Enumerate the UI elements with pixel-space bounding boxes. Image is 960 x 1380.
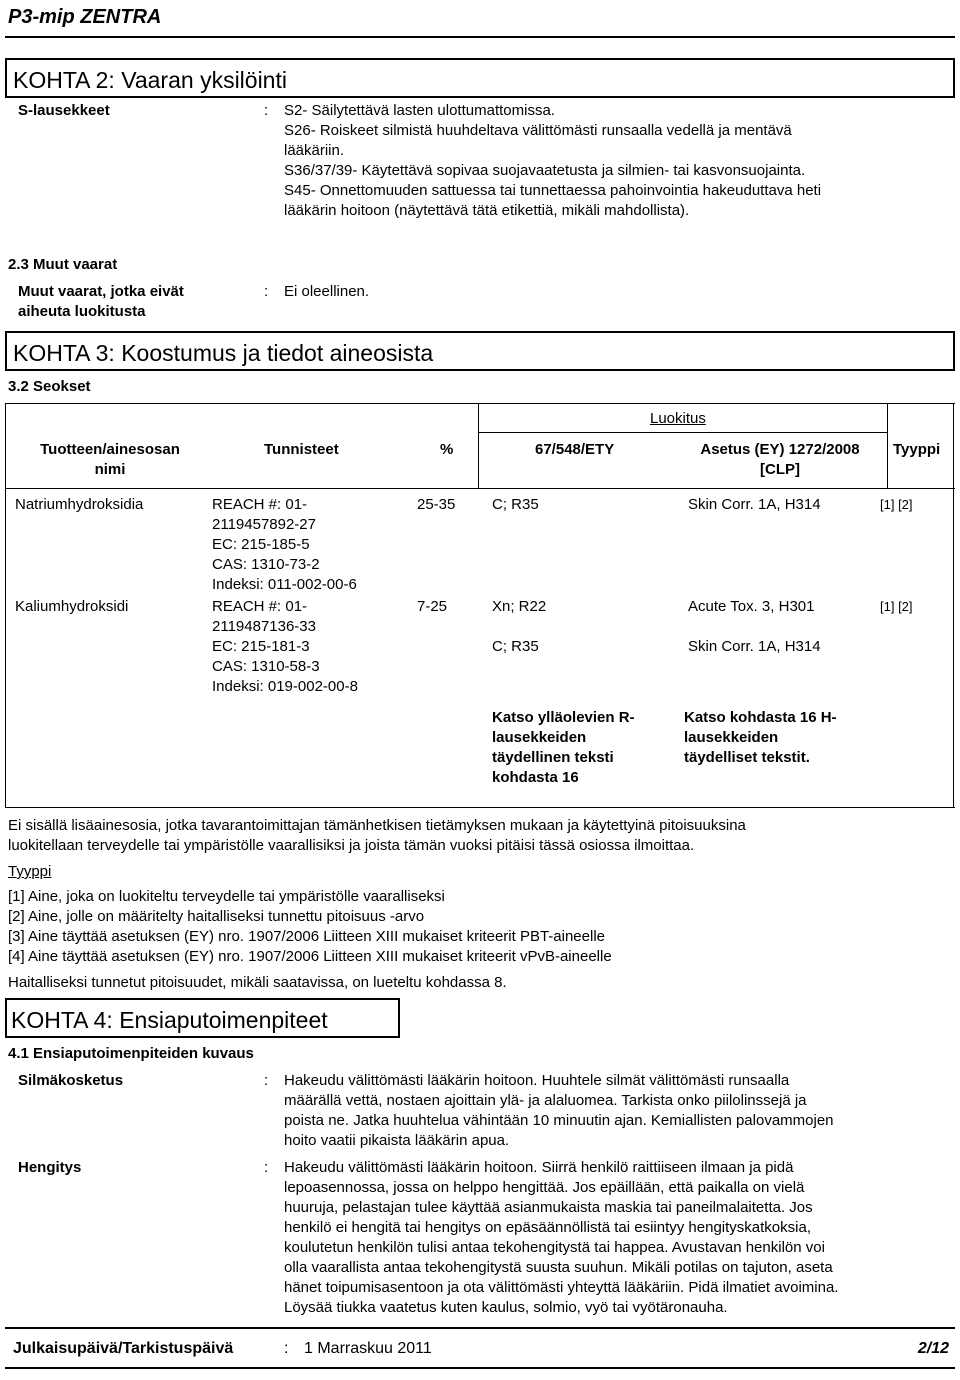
r-phrases-note [492, 708, 635, 788]
type-legend-list [8, 887, 612, 967]
inhalation-line: lepoasennossa, jossa on helppo hengittää. Jos epäillään, että paikalla on vielä [284, 1179, 805, 1196]
identifier-line: CAS: 1310-58-3 [212, 658, 320, 675]
row2-clp-class: Acute Tox. 3, H301 [688, 598, 815, 615]
row1-name: Natriumhydroksidia [15, 496, 144, 513]
col-header-name-line: nimi [94, 461, 126, 478]
first-aid-subheading: 4.1 Ensiaputoimenpiteiden kuvaus [8, 1045, 254, 1062]
footer-date-value: 1 Marraskuu 2011 [304, 1340, 432, 1357]
h-phrases-note [684, 708, 837, 768]
additional-ingredients-note [8, 816, 746, 856]
row1-dsd-class: C; R35 [492, 496, 539, 513]
table-header-border [5, 488, 955, 489]
page-footer [5, 1327, 955, 1369]
other-hazards-label [18, 282, 184, 322]
col-header-name-line: Tuotteen/ainesosan [40, 441, 180, 458]
s-phrase-line: S45- Onnettomuuden sattuessa tai tunnettaessa pahoinvointia hakeuduttava heti [284, 182, 822, 199]
identifier-line: Indeksi: 011-002-00-6 [212, 576, 357, 593]
inhalation-text [284, 1158, 838, 1318]
col-header-identifiers: Tunnisteet [264, 441, 339, 458]
identifier-line: 2119457892-27 [212, 516, 316, 533]
inhalation-colon: : [264, 1159, 269, 1176]
h-phrases-note-line: lausekkeiden [684, 729, 779, 746]
section3-title: KOHTA 3: Koostumus ja tiedot aineosista [13, 340, 434, 366]
s-phrase-line: lääkärin hoitoon (näytettävä tätä etikettiä, mikäli mahdollista). [284, 202, 690, 219]
row2-clp-class: Skin Corr. 1A, H314 [688, 638, 821, 655]
col-header-clp [680, 440, 880, 480]
inhalation-line: Löysää tiukka vaatetus kuten kaulus, solmio, vyö tai vyötäronauha. [284, 1299, 728, 1316]
footer-colon: : [284, 1340, 289, 1357]
h-phrases-note-line: Katso kohdasta 16 H- [684, 709, 837, 726]
eye-contact-text [284, 1071, 834, 1151]
inhalation-line: Hakeudu välittömästi lääkärin hoitoon. Siirrä henkilö raittiiseen ilmaan ja pidä [284, 1159, 794, 1176]
identifier-line: Indeksi: 019-002-00-8 [212, 678, 358, 695]
s-phrase-line: S2- Säilytettävä lasten ulottumattomissa. [284, 102, 555, 119]
type-legend-heading: Tyyppi [8, 863, 52, 880]
eye-contact-label: Silmäkosketus [18, 1072, 124, 1089]
eye-contact-line: hoito vaatii pikaista lääkärin apua. [284, 1132, 510, 1149]
s-phrase-line: lääkäriin. [284, 142, 345, 159]
table-top-border [5, 403, 955, 404]
s-phrases-colon: : [264, 102, 269, 119]
s-phrase-line: S26- Roiskeet silmistä huuhdeltava välittömästi runsaalla vedellä ja mentävä [284, 122, 792, 139]
table-right-border [953, 403, 954, 808]
row2-dsd-class: Xn; R22 [492, 598, 547, 615]
inhalation-line: hänet toipumisasentoon ja ota välittömästi yhteyttä lääkäriin. Pidä ilmatiet avoimina. [284, 1279, 839, 1296]
type-legend-item: [2] Aine, jolle on määritelty haitalliseksi tunnettu pitoisuus -arvo [8, 908, 425, 925]
identifier-line: REACH #: 01- [212, 598, 308, 615]
section4-title: KOHTA 4: Ensiaputoimenpiteet [11, 1007, 328, 1033]
identifier-line: CAS: 1310-73-2 [212, 556, 320, 573]
mixtures-heading: 3.2 Seokset [8, 378, 91, 395]
table-left-border [5, 403, 6, 808]
identifier-line: REACH #: 01- [212, 496, 308, 513]
inhalation-line: henkilö ei hengitä tai hengitys on epäsäännöllistä tai esiintyy hengityskatkoksia, [284, 1219, 811, 1236]
row1-identifiers [212, 495, 357, 595]
r-phrases-note-line: Katso ylläolevien R- [492, 709, 635, 726]
other-hazards-heading: 2.3 Muut vaarat [8, 256, 118, 273]
table-group-right-border [887, 403, 888, 489]
table-group-left-border [478, 403, 479, 489]
eye-contact-colon: : [264, 1072, 269, 1089]
row1-percent: 25-35 [417, 496, 456, 513]
other-hazards-value: Ei oleellinen. [284, 283, 370, 300]
eye-contact-line: poista ne. Jatka huuhtelua vähintään 10 minuutin ajan. Kemiallisten palovammojen [284, 1112, 834, 1129]
col-header-type: Tyyppi [893, 441, 941, 458]
inhalation-line: koulutetun henkilön tulisi antaa tekohengitystä tai happea. Avustavan henkilön voi [284, 1239, 825, 1256]
col-header-67-548: 67/548/ETY [535, 441, 615, 458]
exposure-limits-note: Haitalliseksi tunnetut pitoisuudet, mikäli saatavissa, on lueteltu kohdassa 8. [8, 974, 507, 991]
eye-contact-line: Hakeudu välittömästi lääkärin hoitoon. Huuhtele silmät välittömästi runsaalla [284, 1072, 790, 1089]
inhalation-label: Hengitys [18, 1159, 82, 1176]
identifier-line: 2119487136-33 [212, 618, 316, 635]
note-line: Ei sisällä lisäainesosia, jotka tavarantoimittajan tämänhetkisen tietämyksen mukaan ja käytettyinä pitoisuuksina [8, 817, 746, 834]
classification-group-header: Luokitus [650, 410, 706, 427]
col-header-name [10, 440, 210, 480]
table-bottom-border [5, 807, 955, 808]
row1-type: [1] [2] [880, 497, 913, 512]
row2-percent: 7-25 [417, 598, 448, 615]
col-header-clp-line: [CLP] [760, 461, 800, 478]
row1-clp-class: Skin Corr. 1A, H314 [688, 496, 821, 513]
h-phrases-note-line: täydelliset tekstit. [684, 749, 810, 766]
s-phrases-list [284, 101, 821, 221]
inhalation-line: huuruja, pelastajan tulee käyttää asianmukaista maskia tai paneilmalaitetta. Jos [284, 1199, 813, 1216]
s-phrase-line: S36/37/39- Käytettävä sopivaa suojavaatetusta ja silmien- tai kasvonsuojainta. [284, 162, 806, 179]
row2-type: [1] [2] [880, 599, 913, 614]
type-legend-item: [3] Aine täyttää asetuksen (EY) nro. 1907/2006 Liitteen XIII mukaiset kriteerit PBT-aineelle [8, 928, 605, 945]
section2-header-box [5, 58, 955, 98]
r-phrases-note-line: täydellinen teksti [492, 749, 614, 766]
other-hazards-label-line: Muut vaarat, jotka eivät [18, 283, 184, 300]
col-header-clp-line: Asetus (EY) 1272/2008 [700, 441, 860, 458]
footer-page-number: 2/12 [917, 1340, 949, 1357]
col-header-percent: % [440, 441, 454, 458]
r-phrases-note-line: lausekkeiden [492, 729, 587, 746]
note-line: luokitellaan terveydelle tai ympäristölle vaarallisiksi ja joista tämän vuoksi pitäisi tässä osiossa ilmoittaa. [8, 837, 695, 854]
eye-contact-line: määrällä vettä, nostaen ajoittain ylä- ja alaluomea. Tarkista onko piilolinssejä ja [284, 1092, 807, 1109]
type-legend-item: [4] Aine täyttää asetuksen (EY) nro. 1907/2006 Liitteen XIII mukaiset kriteerit vPvB-aineelle [8, 948, 612, 965]
identifier-line: EC: 215-185-5 [212, 536, 310, 553]
s-phrases-label: S-lausekkeet [18, 102, 110, 119]
identifier-line: EC: 215-181-3 [212, 638, 310, 655]
table-group-border [478, 432, 888, 433]
other-hazards-colon: : [264, 283, 269, 300]
row2-identifiers [212, 597, 358, 697]
row2-name: Kaliumhydroksidi [15, 598, 129, 615]
row2-dsd-class: C; R35 [492, 638, 539, 655]
section4-header-box [5, 998, 400, 1038]
other-hazards-label-line: aiheuta luokitusta [18, 303, 146, 320]
type-legend-item: [1] Aine, joka on luokiteltu terveydelle tai ympäristölle vaaralliseksi [8, 888, 445, 905]
r-phrases-note-line: kohdasta 16 [492, 769, 579, 786]
document-product-name: P3-mip ZENTRA [8, 6, 162, 28]
section2-title: KOHTA 2: Vaaran yksilöinti [13, 67, 287, 93]
header-divider [5, 36, 955, 38]
footer-date-label: Julkaisupäivä/Tarkistuspäivä [13, 1340, 234, 1357]
section3-header-box [5, 331, 955, 371]
inhalation-line: olla vaarallista antaa tekohengitystä suusta suuhun. Mikäli potilas on tajuton, aseta [284, 1259, 833, 1276]
